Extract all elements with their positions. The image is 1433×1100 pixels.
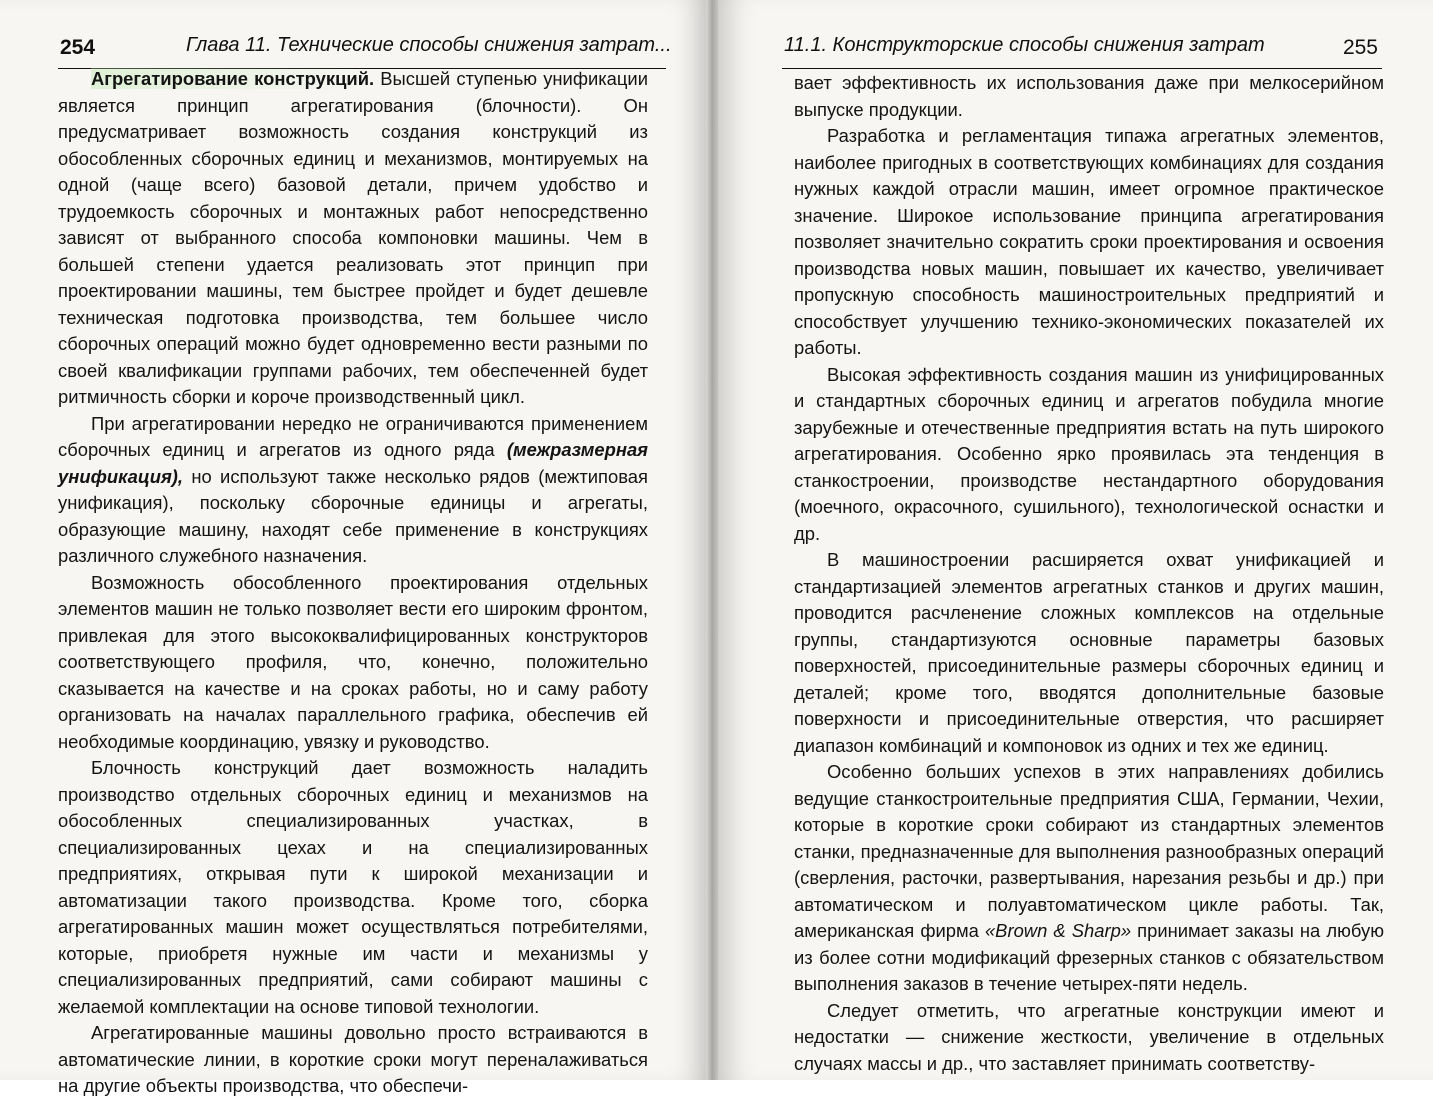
paragraph-text: При агрегатировании нередко не ограничиваются применением сборочных единиц и агрегатов из одного ряда (58, 412, 648, 460)
right-running-head: 11.1. Конструкторские способы снижения затрат (784, 34, 1265, 56)
paragraph (794, 759, 1384, 998)
paragraph-text: но используют также несколько рядов (межтиповая унификация), поскольку сборочные единицы и агрегаты, образующие машину, находят себе применение в конструкциях различного служебного назначения. (58, 465, 648, 566)
paragraph (58, 570, 648, 756)
paragraph-text: принимает заказы на любую из более сотни модификаций фрезерных станков с обязательством выполнения заказов в течение четырех-пяти недель. (794, 920, 1384, 994)
paragraph-text: вает эффективность их использования даже при мелкосерийном выпуске продукции. (794, 72, 1384, 120)
paragraph-emphasis: «Brown & Sharp» (984, 920, 1132, 941)
paragraph-text: Блочность конструкций дает возможность наладить производство отдельных сборочных единиц и механизмов на обособленных специализированных участках, в специализированных цехах и на специализированных предприятиях, открывая пути к широкой механизации и автоматизации такого производства. Кроме того, сборка агрегатированных машин может осуществляться потребителями, которые, приобретя нужные им части и механизмы у специализированных предприятий, сами собирают машины с желаемой комплектации на основе типовой технологии. (58, 757, 648, 1017)
paragraph (794, 547, 1384, 759)
paragraph-text: Следует отметить, что агрегатные конструкции имеют и недостатки — снижение жесткости, увеличение в отдельных случаях массы и др., что заставляет принимать соответству- (794, 999, 1384, 1074)
paragraph-text: Агрегатированные машины довольно просто встраиваются в автоматические линии, в короткие сроки могут переналаживаться на другие объекты производства, что обеспечи- (58, 1022, 648, 1096)
paragraph-text: В машиностроении расширяется охват унификацией и стандартизацией элементов агрегатных станков и других машин, проводится расчленение сложных комплексов на отдельные группы, стандартизуются основные параметры базовых поверхностей, присоединительные размеры сборочных единиц и деталей; кроме того, вводятся дополнительные базовые поверхности и присоединительные отверстия, что расширяет диапазон комбинаций и компоновок из одних и тех же единиц. (794, 549, 1384, 756)
right-page-header (782, 28, 1382, 69)
left-page-header (58, 28, 672, 69)
paragraph (58, 411, 648, 570)
paragraph (58, 1020, 648, 1100)
left-page-number: 254 (60, 36, 96, 59)
paragraph (58, 66, 648, 411)
paragraph (794, 998, 1384, 1078)
right-page (718, 0, 1433, 1080)
paragraph (58, 755, 648, 1020)
left-page (0, 0, 710, 1096)
right-page-body (794, 70, 1384, 1077)
paragraph-text: Высшей ступенью унификации является принцип агрегатирования (блочности). Он предусматривает возможность создания конструкций из обособленных сборочных единиц и механизмов, монтируемых на одной (чаще всего) базовой детали, причем удобство и трудоемкость сборочных и монтажных работ непосредственно зависят от выбранного способа компоновки машины. Чем в большей степени удается реализовать этот принцип при проектировании машины, тем быстрее пройдет и будет дешевле техническая подготовка производства, тем большее число сборочных операций можно будет одновременно вести разными по своей квалификации группами рабочих, тем обеспеченней будет ритмичность сборки и короче производственный цикл. (58, 68, 648, 407)
paragraph (794, 70, 1384, 123)
paragraph-emphasis: (межразмерная унификация), (58, 439, 648, 487)
paragraph-text: Разработка и регламентация типажа агрегатных элементов, наиболее пригодных в соответствующих комбинациях для создания нужных каждой отрасли машин, имеет огромное практическое значение. Широкое использование принципа агрегатирования позволяет значительно сократить сроки проектирования и освоения производства новых машин, повышает их качество, увеличивает пропускную способность машиностроительных предприятий и способствует улучшению технико-экономических показателей их работы. (794, 125, 1384, 358)
left-running-head: Глава 11. Технические способы снижения затрат... (186, 34, 672, 56)
paragraph-lead-heading: Агрегатирование конструкций. (91, 68, 375, 89)
paragraph-text: Возможность обособленного проектирования отдельных элементов машин не только позволяет вести его широким фронтом, привлекая для этого высококвалифицированных конструкторов соответствующего профиля, что, конечно, положительно сказывается на качестве и на сроках работы, но и саму работу организовать на началах параллельного графика, обеспечив ей необходимые координацию, увязку и руководство. (58, 571, 648, 752)
left-page-body (58, 66, 648, 1100)
paragraph-text: Особенно больших успехов в этих направлениях добились ведущие станкостроительные предприятия США, Германии, Чехии, которые в короткие сроки собирают из стандартных элементов станки, предназначенные для выполнения разнообразных операций (сверления, расточки, развертывания, нарезания резьбы и др.) при автоматическом и полуавтоматическом цикле работы. Так, американская фирма (794, 761, 1384, 941)
paragraph-text: Высокая эффективность создания машин из унифицированных и стандартных сборочных единиц и агрегатов побудила многие зарубежные и отечественные предприятия встать на путь широкого агрегатирования. Особенно ярко проявилась эта тенденция в станкостроении, производстве нестандартного оборудования (моечного, окрасочного, сушильного), технологической оснастки и др. (794, 363, 1384, 544)
right-page-number: 255 (1342, 36, 1378, 59)
paragraph (794, 123, 1384, 362)
paragraph (794, 362, 1384, 548)
